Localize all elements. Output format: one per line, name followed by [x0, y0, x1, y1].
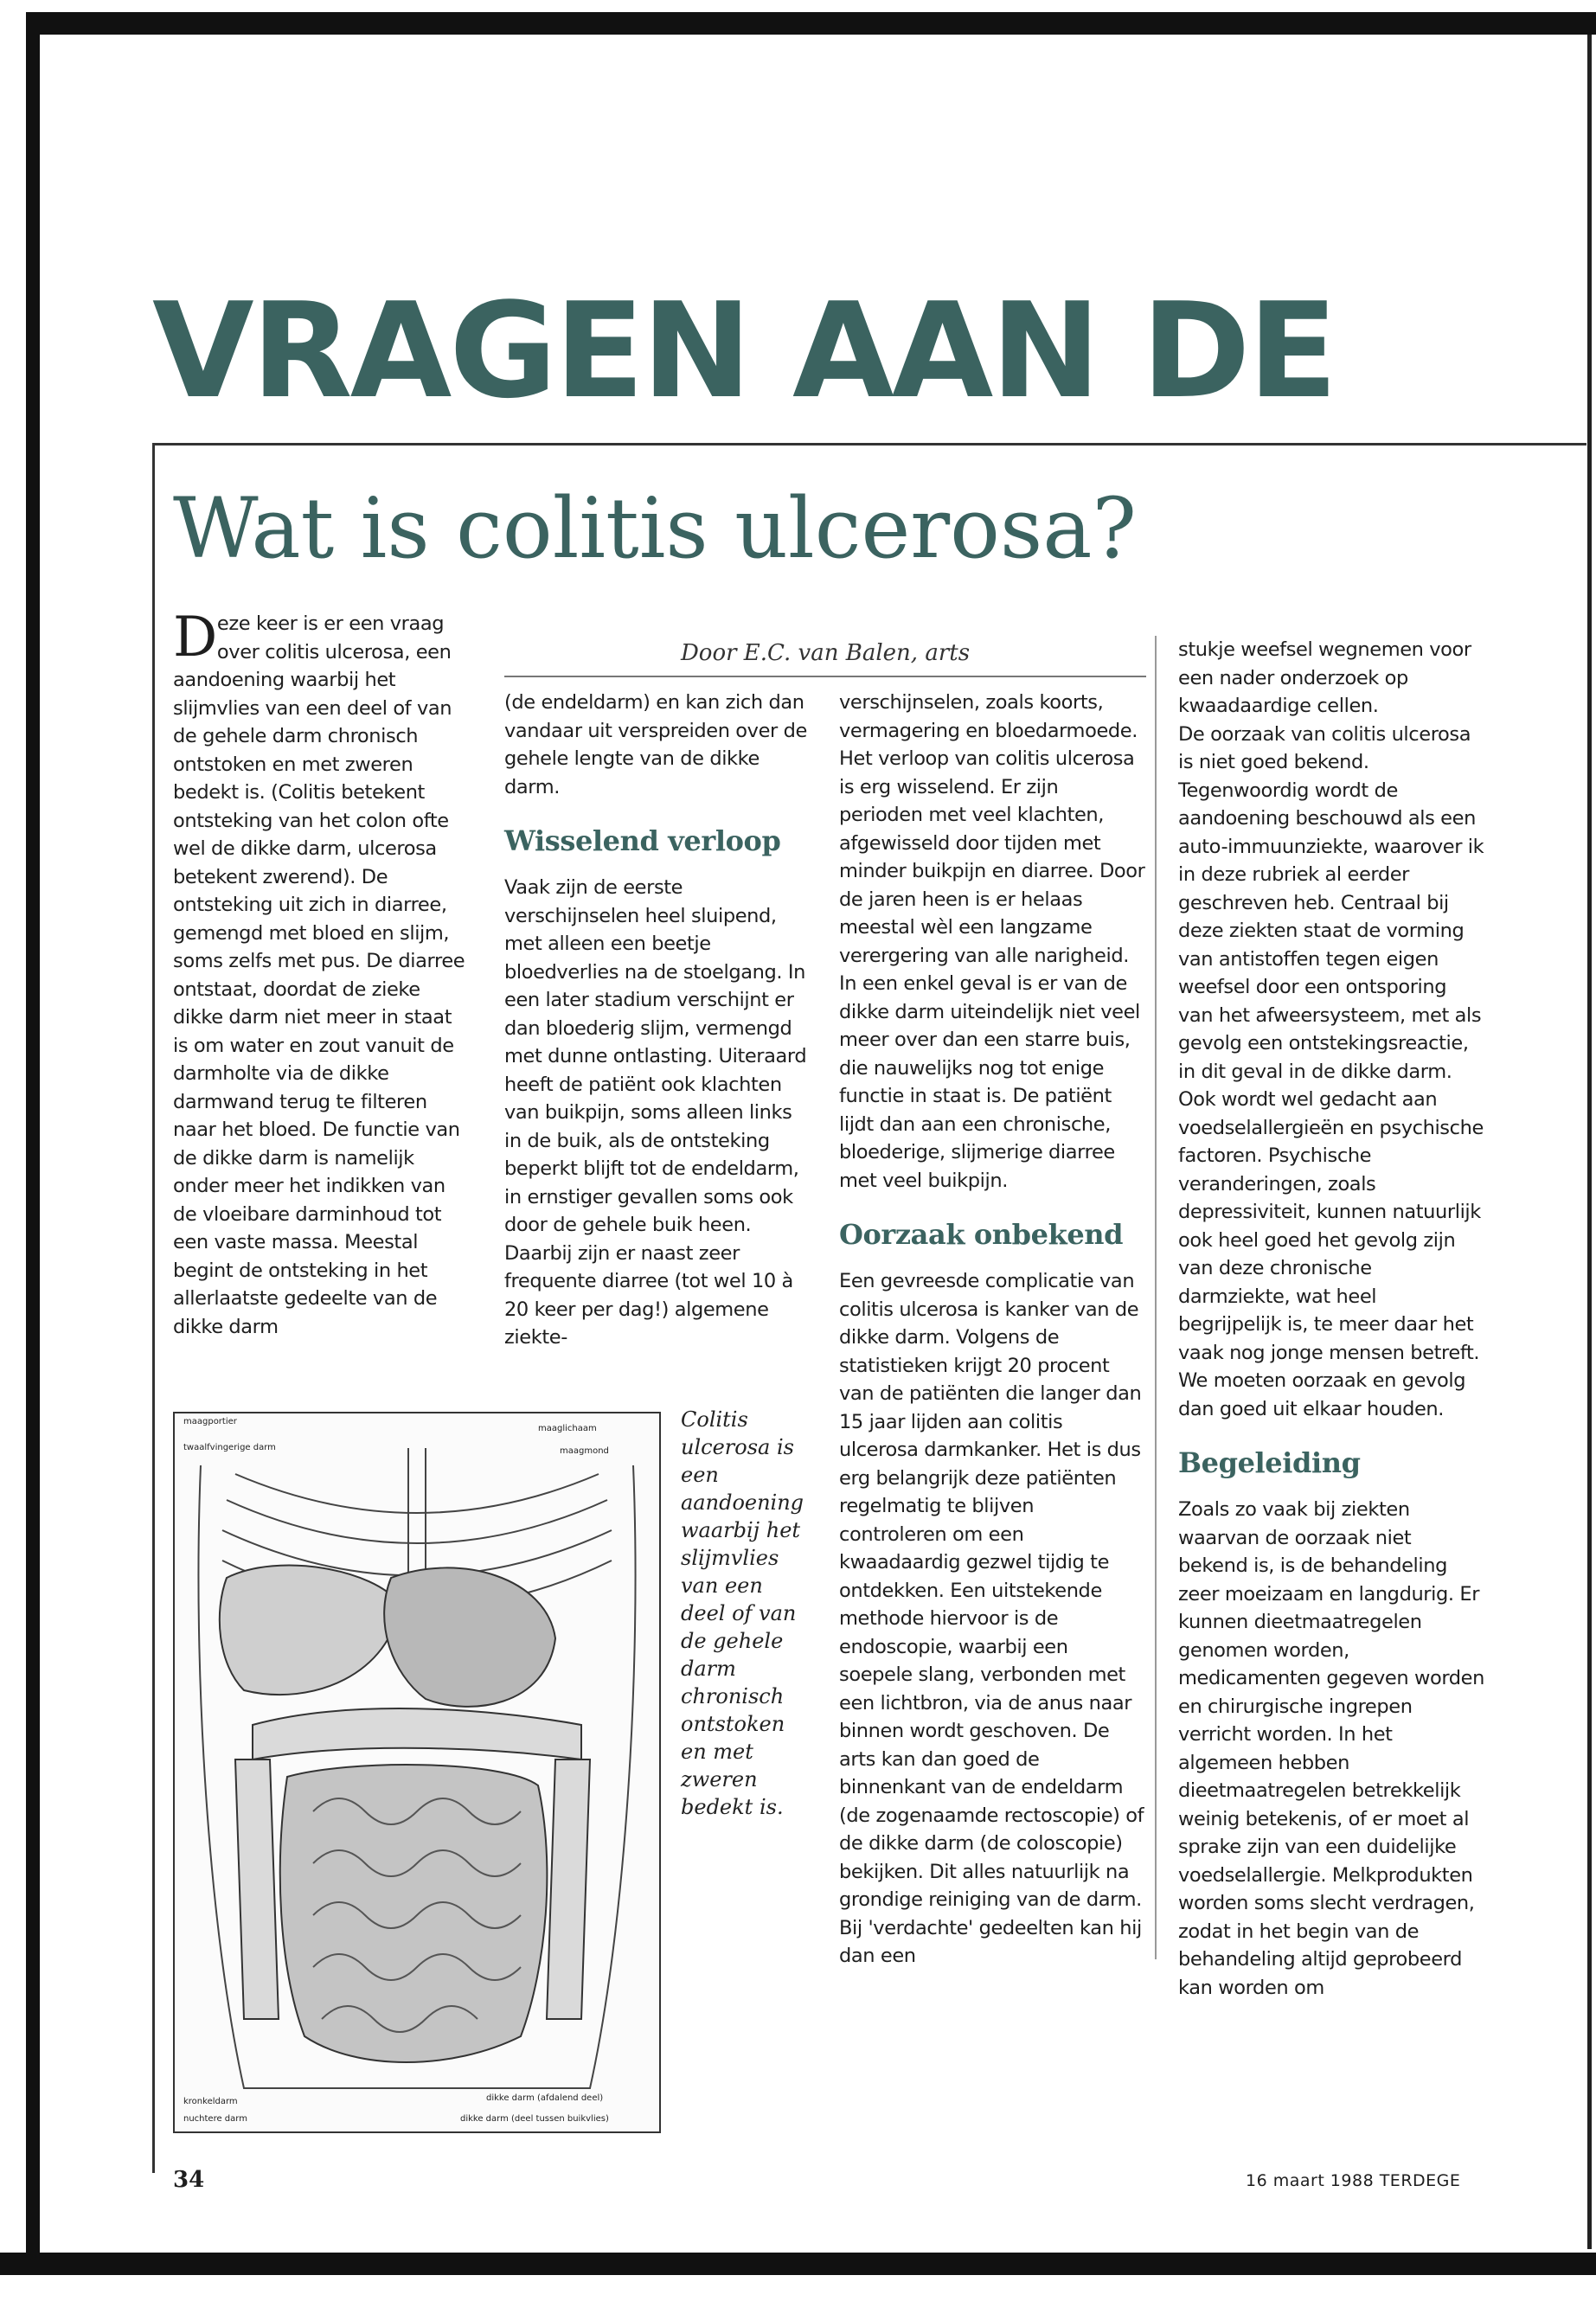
bottom-border: [0, 2253, 1596, 2275]
column-1: [173, 606, 471, 1341]
column-3: [839, 689, 1146, 1971]
liver-shape: [220, 1566, 400, 1695]
digestive-tract-drawing: [175, 1413, 659, 2131]
descending-colon-shape: [547, 1759, 590, 2019]
paragraph: verschijnselen, zoals koorts, vermagering en bloedarmoede.: [839, 691, 1138, 742]
small-intestine-shape: [280, 1765, 548, 2062]
left-border: [26, 12, 40, 2270]
paragraph: Vaak zijn de eerste verschijnselen heel sluipend, met alleen een beetje bloedverlies na de stoelgang. In een later stadium verschijnt er dan bloederig slijm, vermengd met dunne ontlasting. Uiteraard heeft de patiënt ook klachten van buikpijn, soms alleen links in de buik, als de ontsteking beperkt blijft tot de endeldarm, in ernstiger gevallen soms ook door de gehele buik heen. Daarbij zijn er naast zeer frequente diarree (tot wel 10 à 20 keer per dag!) algemene ziekte-: [504, 876, 807, 1349]
column-4: [1178, 636, 1485, 2002]
frame-left-rule: [152, 443, 155, 2173]
ascending-colon-shape: [235, 1759, 279, 2019]
column-2: [504, 689, 807, 1352]
label-maagportier: maagportier: [183, 1417, 237, 1426]
label-maagmond: maagmond: [560, 1446, 609, 1456]
section-heading-wisselend-verloop: Wisselend verloop: [504, 824, 781, 857]
frame-top-rule: [152, 443, 1586, 445]
section-heading-oorzaak-onbekend: Oorzaak onbekend: [839, 1218, 1124, 1251]
illustration-caption: Colitis ulcerosa is een aandoening waarbij het slijmvlies van een deel of van de gehele darm chronisch ontstoken en met zweren bedekt is.: [681, 1407, 804, 1819]
anatomy-illustration: [173, 1412, 661, 2133]
label-dikke-darm-tussen: dikke darm (deel tussen buikvlies): [460, 2114, 609, 2124]
label-twaalfvingerige-darm: twaalfvingerige darm: [183, 1443, 276, 1452]
rib-2: [227, 1500, 607, 1543]
issue-date: 16 maart 1988 TERDEGE: [1246, 2171, 1461, 2190]
page-number: 34: [173, 2167, 205, 2193]
paragraph: stukje weefsel wegnemen voor een nader onderzoek op kwaadaardige cellen.: [1178, 638, 1471, 717]
paragraph: Zoals zo vaak bij ziekten waarvan de oorzaak niet bekend is, is de behandeling zeer moeizaam en langdurig. Er kunnen dieetmaatregelen genomen worden, medicamenten gegeven worden en chirurgische ingrepen verricht worden. In het algemeen hebben dieetmaatregelen betrekkelijk weinig betekenis, of er moet al sprake zijn van een duidelijke voedselallergie. Melkprodukten worden soms slecht verdragen, zodat in het begin van de behandeling altijd geprobeerd kan worden om: [1178, 1498, 1484, 1999]
paragraph: Het verloop van colitis ulcerosa is erg wisselend. Er zijn perioden met veel klachten, afgewisseld door tijden met minder buikpijn en diarree. Door de jaren heen is er helaas meestal wèl een langzame verergering van alle narigheid. In een enkel geval is er van de dikke darm uiteindelijk niet veel meer over dan een starre buis, die nauwelijks nog tot enige functie in staat is. De patiënt lijdt dan aan een chronische, bloederige, slijmerige diarree met veel buikpijn.: [839, 747, 1145, 1192]
rubric-heading: VRAGEN AAN DE: [152, 274, 1336, 427]
paragraph-text: eze keer is er een vraag over colitis ulcerosa, een aandoening waarbij het slijmvlies van een deel of van de gehele darm chronisch ontstoken en met zweren bedekt is. (Colitis betekent ontsteking van het colon ofte wel de dikke darm, ulcerosa betekent zwerend). De ontsteking uit zich in diarree, gemengd met bloed en slijm, soms zelfs met pus. De diarree ontstaat, doordat de zieke dikke darm niet meer in staat is om water en zout vanuit de darmholte via de dikke darmwand terug te filteren naar het bloed. De functie van de dikke darm is namelijk onder meer het indikken van de vloeibare darminhoud tot een vaste massa. Meestal begint de ontsteking in het allerlaatste gedeelte van de dikke darm: [173, 612, 465, 1338]
paragraph: De oorzaak van colitis ulcerosa is niet goed bekend. Tegenwoordig wordt de aandoening beschouwd als een auto-immuunziekte, waarover ik in deze rubriek al eerder geschreven heb. Centraal bij deze ziekten staat de vorming van antistoffen tegen eigen weefsel door een ontsporing van het afweersysteem, met als gevolg een ontstekingsreactie, in dit geval in de dikke darm. Ook wordt wel gedacht aan voedselallergieën en psychische factoren. Psychische veranderingen, zoals depressiviteit, kunnen natuurlijk ook heel goed het gevolg zijn van deze chronische darmziekte, wat heel begrijpelijk is, te meer daar het vaak nog jonge mensen betreft. We moeten oorzaak en gevolg dan goed uit elkaar houden.: [1178, 722, 1484, 1420]
label-kronkeldarm: kronkeldarm: [183, 2097, 238, 2106]
column-rule: [1155, 636, 1157, 1959]
paragraph: Een gevreesde complicatie van colitis ulcerosa is kanker van de dikke darm. Volgens de statistieken krijgt 20 procent van de patiënten die langer dan 15 jaar lijden aan colitis ulcerosa darmkanker. Het is dus erg belangrijk deze patiënten regelmatig te blijven controleren om een kwaadaardig gezwel tijdig te ontdekken. Een uitstekende methode hiervoor is de endoscopie, waarbij een soepele slang, verbonden met een lichtbron, via de anus naar binnen wordt geschoven. De arts kan dan goed de binnenkant van de endeldarm (de zogenaamde rectoscopie) of de dikke darm (de coloscopie) bekijken. Dit alles natuurlijk na grondige reiniging van de darm. Bij 'verdachte' gedeelten kan hij dan een: [839, 1270, 1144, 1967]
label-dikke-darm-afdalend: dikke darm (afdalend deel): [486, 2093, 604, 2103]
rib-1: [235, 1474, 599, 1513]
byline-block: [504, 640, 1146, 675]
top-border: [26, 12, 1596, 35]
paragraph: (de endeldarm) en kan zich dan vandaar uit verspreiden over de gehele lengte van de dikke darm.: [504, 691, 807, 798]
drop-cap: D: [173, 606, 217, 670]
stomach-shape: [384, 1567, 555, 1706]
transverse-colon-shape: [253, 1708, 581, 1759]
byline-rule: [504, 676, 1146, 677]
section-heading-begeleiding: Begeleiding: [1178, 1446, 1361, 1479]
paragraph-intro: [173, 606, 471, 1341]
article-title: Wat is colitis ulcerosa?: [173, 480, 1137, 577]
sternum: [408, 1448, 426, 1586]
label-nuchtere-darm: nuchtere darm: [183, 2114, 247, 2124]
byline: Door E.C. van Balen, arts: [680, 640, 971, 666]
label-maaglichaam: maaglichaam: [538, 1424, 597, 1433]
